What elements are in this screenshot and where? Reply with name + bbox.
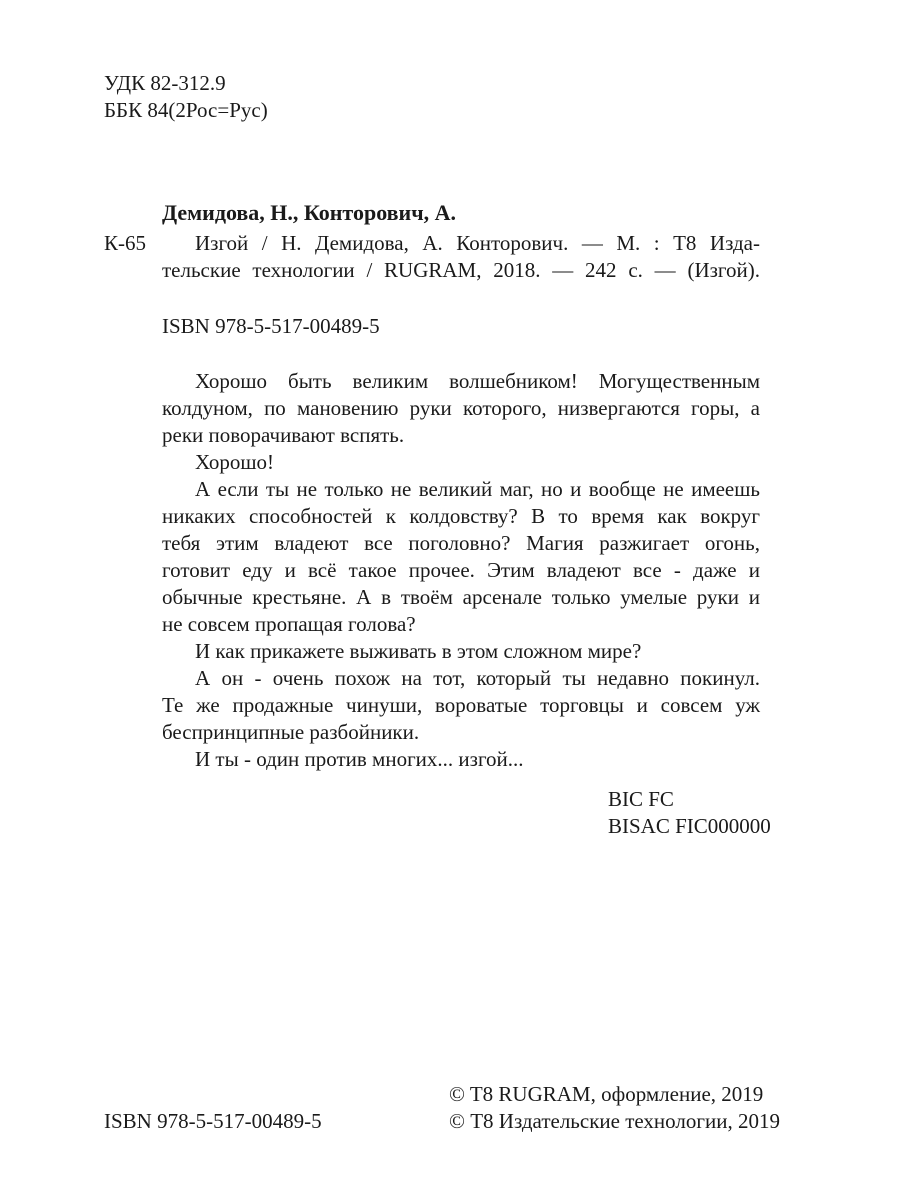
bbk-code: ББК 84(2Рос=Рус)	[104, 98, 268, 122]
isbn-bottom: ISBN 978-5-517-00489-5	[104, 1109, 322, 1133]
udk-code: УДК 82-312.9	[104, 71, 226, 95]
annotation-line: не совсем пропащая голова?	[162, 612, 416, 636]
copyright-block	[449, 1081, 780, 1135]
annotation-paragraph	[162, 665, 760, 746]
annotation-line: колдуном, по мановению руки которого, низвергаются горы, а	[162, 396, 760, 420]
bisac-code: BISAC FIC000000	[608, 814, 771, 838]
annotation-line: А он - очень похож на тот, который ты недавно покинул.	[195, 666, 760, 690]
annotation-line: готовит еду и всё такое прочее. Этим владеют все - даже и	[162, 558, 760, 582]
subject-codes	[608, 786, 771, 840]
annotation-line: Хорошо!	[195, 450, 275, 474]
annotation-paragraph	[162, 746, 760, 773]
annotation-paragraph	[162, 449, 760, 476]
bibliographic-description	[162, 230, 760, 284]
annotation-line: реки поворачивают вспять.	[162, 423, 405, 447]
annotation-line: Хорошо быть великим волшебником! Могущественным	[195, 369, 760, 393]
copyright-line: © Т8 Издательские технологии, 2019	[449, 1109, 780, 1133]
annotation-paragraph	[162, 368, 760, 449]
isbn-top: ISBN 978-5-517-00489-5	[162, 314, 380, 338]
annotation-line: Те же продажные чинуши, вороватые торговцы и совсем уж	[162, 693, 760, 717]
annotation-line: А если ты не только не великий маг, но и вообще не имеешь	[195, 477, 760, 501]
annotation	[162, 368, 760, 773]
bibliographic-line: Изгой / Н. Демидова, А. Конторович. — М. : Т8 Изда-	[195, 231, 760, 255]
annotation-paragraph	[162, 476, 760, 638]
bic-code: BIC FC	[608, 787, 674, 811]
annotation-line: обычные крестьяне. А в твоём арсенале только умелые руки и	[162, 585, 760, 609]
annotation-line: тебя этим владеют все поголовно? Магия разжигает огонь,	[162, 531, 760, 555]
annotation-line: беспринципные разбойники.	[162, 720, 420, 744]
annotation-line: И как прикажете выживать в этом сложном мире?	[195, 639, 642, 663]
annotation-line: никаких способностей к колдовству? В то время как вокруг	[162, 504, 760, 528]
annotation-paragraph	[162, 638, 760, 665]
classification-block	[104, 70, 268, 124]
author-mark: К-65	[104, 231, 146, 255]
author-heading: Демидова, Н., Конторович, А.	[162, 200, 456, 225]
copyright-line: © T8 RUGRAM, оформление, 2019	[449, 1082, 764, 1106]
bibliographic-line: тельские технологии / RUGRAM, 2018. — 242 с. — (Изгой).	[162, 258, 760, 282]
annotation-line: И ты - один против многих... изгой...	[195, 747, 524, 771]
